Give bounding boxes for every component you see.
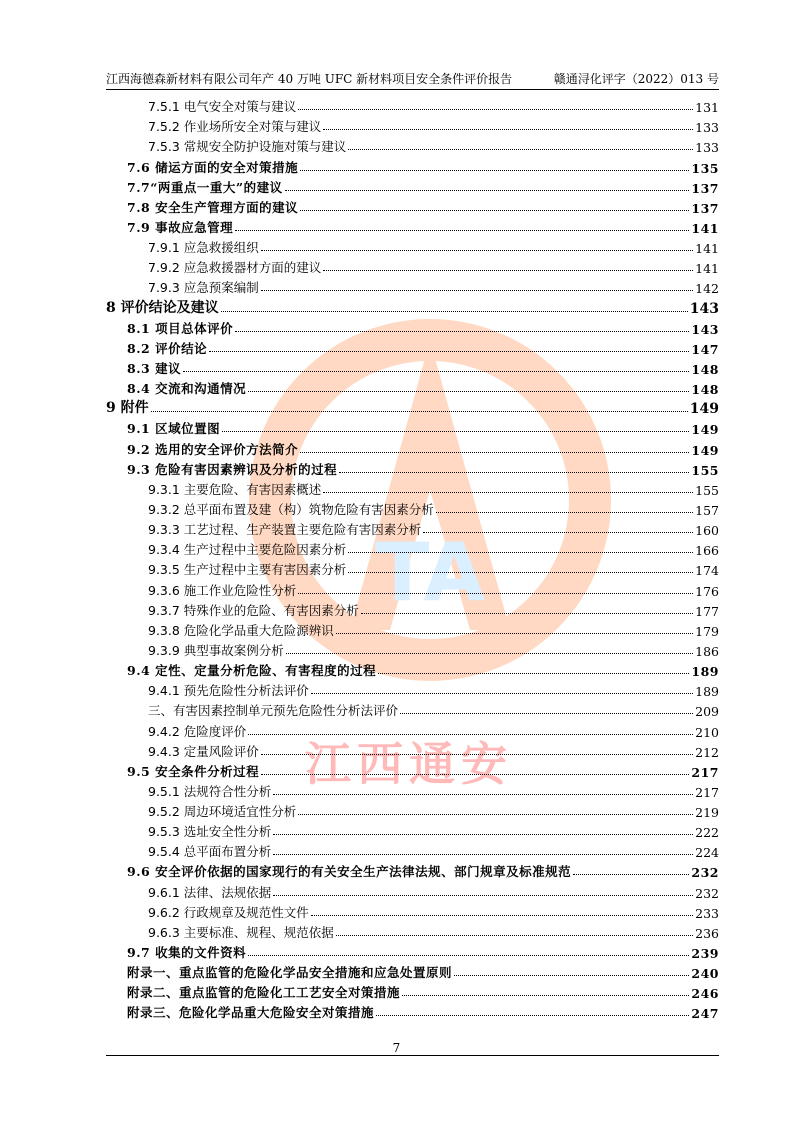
watermark-text: 江西通安 bbox=[305, 737, 513, 791]
toc-entry-label: 7.9.3 应急预案编制 bbox=[148, 280, 259, 296]
footer-divider bbox=[106, 1055, 719, 1056]
toc-entry[interactable] bbox=[106, 518, 719, 538]
toc-entry-page: 176 bbox=[695, 583, 719, 599]
toc-leader-dots bbox=[376, 1014, 689, 1016]
toc-leader-dots bbox=[323, 269, 693, 271]
toc-leader-dots bbox=[454, 974, 689, 976]
toc-entry-label: 9.3.7 特殊作业的危险、有害因素分析 bbox=[148, 602, 359, 618]
toc-leader-dots bbox=[273, 833, 693, 835]
toc-leader-dots bbox=[248, 954, 689, 956]
toc-entry-label: 9.4.2 危险度评价 bbox=[148, 723, 247, 739]
toc-entry-page: 236 bbox=[695, 925, 719, 941]
toc-entry-label: 9.3.3 工艺过程、生产装置主要危险有害因素分析 bbox=[148, 522, 422, 538]
toc-entry[interactable] bbox=[106, 417, 719, 437]
toc-entry-page: 148 bbox=[691, 382, 719, 398]
toc-entry[interactable] bbox=[106, 719, 719, 739]
header-divider bbox=[106, 89, 719, 90]
toc-entry-page: 189 bbox=[691, 664, 719, 680]
toc-entry-page: 233 bbox=[695, 905, 719, 921]
toc-leader-dots bbox=[261, 289, 693, 291]
toc-entry-label: 8.2 评价结论 bbox=[127, 340, 208, 356]
toc-entry-label: 8 评价结论及建议 bbox=[106, 299, 219, 316]
toc-leader-dots bbox=[311, 692, 693, 694]
toc-entry[interactable] bbox=[106, 961, 719, 981]
toc-leader-dots bbox=[298, 813, 693, 815]
toc-entry[interactable] bbox=[106, 196, 719, 216]
toc-entry-label: 9.6.1 法律、法规依据 bbox=[148, 884, 272, 900]
toc-leader-dots bbox=[348, 148, 693, 150]
report-title: 江西海德森新材料有限公司年产 40 万吨 UFC 新材料项目安全条件评价报告 bbox=[106, 72, 513, 86]
page-number: 7 bbox=[392, 1041, 401, 1055]
toc-entry[interactable] bbox=[106, 95, 719, 115]
toc-entry-label: 7.9.2 应急救援器材方面的建议 bbox=[148, 260, 322, 276]
toc-entry-label: 9.3.8 危险化学品重大危险源辨识 bbox=[148, 622, 334, 638]
toc-entry-page: 212 bbox=[695, 744, 719, 760]
toc-entry-label: 7.5.2 作业场所安全对策与建议 bbox=[148, 119, 322, 135]
toc-entry-label: 9 附件 bbox=[106, 400, 149, 417]
toc-entry-label: 9.3.2 总平面布置及建（构）筑物危险有害因素分析 bbox=[148, 501, 434, 517]
toc-leader-dots bbox=[573, 873, 689, 875]
toc-leader-dots bbox=[423, 531, 693, 533]
toc-entry[interactable] bbox=[106, 800, 719, 820]
toc-leader-dots bbox=[300, 451, 689, 453]
toc-entry-page: 160 bbox=[695, 523, 719, 539]
toc-entry-label: 9.4 定性、定量分析危险、有害程度的过程 bbox=[127, 663, 377, 679]
toc-entry[interactable] bbox=[106, 498, 719, 518]
toc-entry-label: 9.5.2 周边环境适宜性分析 bbox=[148, 804, 297, 820]
toc-entry[interactable] bbox=[106, 941, 719, 961]
toc-entry-page: 143 bbox=[689, 300, 719, 317]
toc-entry[interactable] bbox=[106, 840, 719, 860]
toc-entry-label: 9.3.9 典型事故案例分析 bbox=[148, 642, 284, 658]
toc-leader-dots bbox=[261, 753, 693, 755]
toc-entry-page: 174 bbox=[695, 563, 719, 579]
toc-entry[interactable] bbox=[106, 276, 719, 296]
toc-entry-page: 149 bbox=[691, 422, 719, 438]
toc-entry-page: 179 bbox=[695, 623, 719, 639]
toc-leader-dots bbox=[235, 330, 689, 332]
toc-entry-page: 141 bbox=[695, 261, 719, 277]
toc-entry[interactable] bbox=[106, 256, 719, 276]
toc-entry-page: 133 bbox=[695, 120, 719, 136]
toc-entry-page: 131 bbox=[695, 100, 719, 116]
toc-entry-page: 147 bbox=[691, 341, 719, 357]
toc-leader-dots bbox=[273, 894, 693, 896]
toc-entry-label: 附录二、重点监管的危险化工工艺安全对策措施 bbox=[127, 985, 401, 1001]
toc-entry-label: 8.3 建议 bbox=[127, 360, 182, 376]
toc-entry[interactable] bbox=[106, 921, 719, 941]
toc-entry[interactable] bbox=[106, 176, 719, 196]
toc-leader-dots bbox=[323, 128, 693, 130]
toc-entry-page: 166 bbox=[695, 543, 719, 559]
toc-entry[interactable] bbox=[106, 639, 719, 659]
toc-entry-label: 9.5.3 选址安全性分析 bbox=[148, 824, 272, 840]
toc-entry[interactable] bbox=[106, 780, 719, 800]
toc-entry[interactable] bbox=[106, 317, 719, 337]
toc-entry-label: 9.3.4 生产过程中主要危险因素分析 bbox=[148, 542, 347, 558]
toc-entry-label: 9.2 选用的安全评价方法简介 bbox=[127, 441, 299, 457]
toc-entry[interactable] bbox=[106, 820, 719, 840]
toc-leader-dots bbox=[378, 672, 689, 674]
toc-entry-label: 9.5.4 总平面布置分析 bbox=[148, 844, 272, 860]
toc-entry-label: 8.1 项目总体评价 bbox=[127, 320, 234, 336]
toc-leader-dots bbox=[348, 571, 693, 573]
toc-entry[interactable] bbox=[106, 296, 719, 316]
toc-entry[interactable] bbox=[106, 981, 719, 1001]
toc-entry[interactable] bbox=[106, 135, 719, 155]
toc-leader-dots bbox=[300, 209, 689, 211]
toc-entry[interactable] bbox=[106, 659, 719, 679]
toc-entry-page: 135 bbox=[691, 160, 719, 176]
toc-entry[interactable] bbox=[106, 357, 719, 377]
toc-entry[interactable] bbox=[106, 699, 719, 719]
toc-entry-label: 9.6.3 主要标准、规程、规范依据 bbox=[148, 924, 334, 940]
toc-entry-page: 148 bbox=[691, 361, 719, 377]
toc-entry[interactable] bbox=[106, 216, 719, 236]
toc-entry-page: 142 bbox=[695, 281, 719, 297]
toc-entry[interactable] bbox=[106, 860, 719, 880]
toc-entry-label: 7.5.1 电气安全对策与建议 bbox=[148, 99, 297, 115]
toc-entry-page: 189 bbox=[695, 684, 719, 700]
toc-entry-label: 7.6 储运方面的安全对策措施 bbox=[127, 159, 299, 175]
toc-entry-page: 217 bbox=[695, 784, 719, 800]
page-header bbox=[106, 70, 719, 88]
toc-entry[interactable] bbox=[106, 578, 719, 598]
toc-entry[interactable] bbox=[106, 679, 719, 699]
toc-leader-dots bbox=[339, 471, 689, 473]
toc-entry[interactable] bbox=[106, 458, 719, 478]
toc-leader-dots bbox=[348, 551, 693, 553]
toc-leader-dots bbox=[402, 994, 689, 996]
toc-entry-page: 149 bbox=[689, 401, 719, 418]
toc-entry[interactable] bbox=[106, 115, 719, 135]
toc-leader-dots bbox=[323, 491, 693, 493]
toc-leader-dots bbox=[286, 652, 693, 654]
toc-entry-label: 9.3 危险有害因素辨识及分析的过程 bbox=[127, 461, 338, 477]
toc-leader-dots bbox=[336, 632, 693, 634]
toc-leader-dots bbox=[285, 189, 690, 191]
toc-entry-label: 9.1 区域位置图 bbox=[127, 421, 221, 437]
toc-entry-label: 附录三、危险化学品重大危险安全对策措施 bbox=[127, 1005, 375, 1021]
toc-entry-page: 137 bbox=[691, 180, 719, 196]
toc-entry[interactable] bbox=[106, 377, 719, 397]
toc-entry[interactable] bbox=[106, 880, 719, 900]
toc-entry-label: 7.8 安全生产管理方面的建议 bbox=[127, 199, 299, 215]
toc-leader-dots bbox=[436, 511, 693, 513]
toc-entry[interactable] bbox=[106, 619, 719, 639]
toc-leader-dots bbox=[361, 612, 693, 614]
toc-leader-dots bbox=[151, 410, 688, 412]
toc-entry-label: 9.6.2 行政规章及规范性文件 bbox=[148, 904, 309, 920]
toc-entry-label: 9.3.1 主要危险、有害因素概述 bbox=[148, 481, 322, 497]
toc-entry[interactable] bbox=[106, 538, 719, 558]
toc-entry-label: 7.5.3 常规安全防护设施对策与建议 bbox=[148, 139, 347, 155]
toc-entry-page: 137 bbox=[691, 200, 719, 216]
toc-leader-dots bbox=[300, 169, 689, 171]
toc-entry-label: 7.7“两重点一重大”的建议 bbox=[127, 179, 283, 195]
table-of-contents bbox=[106, 95, 719, 1021]
toc-leader-dots bbox=[261, 249, 693, 251]
toc-leader-dots bbox=[183, 370, 689, 372]
toc-entry-page: 133 bbox=[695, 140, 719, 156]
toc-entry-page: 232 bbox=[695, 885, 719, 901]
toc-entry[interactable] bbox=[106, 437, 719, 457]
toc-entry-label: 9.3.6 施工作业危险性分析 bbox=[148, 582, 297, 598]
toc-entry-page: 222 bbox=[695, 825, 719, 841]
toc-entry-label: 附录一、重点监管的危险化学品安全措施和应急处置原则 bbox=[127, 965, 453, 981]
toc-entry[interactable] bbox=[106, 760, 719, 780]
toc-leader-dots bbox=[248, 390, 689, 392]
toc-entry-label: 9.6 安全评价依据的国家现行的有关安全生产法律法规、部门规章及标准规范 bbox=[127, 864, 572, 880]
toc-entry-page: 246 bbox=[691, 986, 719, 1002]
toc-entry[interactable] bbox=[106, 740, 719, 760]
toc-entry-page: 209 bbox=[695, 704, 719, 720]
toc-entry-label: 9.4.1 预先危险性分析法评价 bbox=[148, 683, 309, 699]
toc-entry-page: 240 bbox=[691, 966, 719, 982]
toc-leader-dots bbox=[261, 773, 689, 775]
toc-entry-page: 239 bbox=[691, 946, 719, 962]
toc-entry-page: 143 bbox=[691, 321, 719, 337]
toc-leader-dots bbox=[311, 914, 693, 916]
toc-entry-page: 186 bbox=[695, 643, 719, 659]
toc-entry-label: 9.5 安全条件分析过程 bbox=[127, 763, 260, 779]
toc-entry-label: 7.9 事故应急管理 bbox=[127, 219, 234, 235]
toc-entry-label: 三、有害因素控制单元预先危险性分析法评价 bbox=[148, 703, 399, 719]
toc-entry-page: 232 bbox=[691, 865, 719, 881]
toc-entry-page: 219 bbox=[695, 805, 719, 821]
toc-entry[interactable] bbox=[106, 155, 719, 175]
toc-leader-dots bbox=[222, 430, 689, 432]
toc-entry-page: 210 bbox=[695, 724, 719, 740]
toc-entry-page: 149 bbox=[691, 442, 719, 458]
toc-entry-page: 217 bbox=[691, 764, 719, 780]
document-number: 赣通浔化评字（2022）013 号 bbox=[553, 72, 719, 86]
toc-entry-page: 157 bbox=[695, 502, 719, 518]
toc-entry-page: 141 bbox=[695, 241, 719, 257]
toc-entry[interactable] bbox=[106, 337, 719, 357]
toc-leader-dots bbox=[298, 108, 693, 110]
toc-entry-label: 7.9.1 应急救援组织 bbox=[148, 240, 259, 256]
toc-entry[interactable] bbox=[106, 397, 719, 417]
toc-entry-page: 247 bbox=[691, 1006, 719, 1022]
toc-entry[interactable] bbox=[106, 558, 719, 578]
toc-entry-label: 9.4.3 定量风险评价 bbox=[148, 743, 259, 759]
toc-entry[interactable] bbox=[106, 236, 719, 256]
toc-leader-dots bbox=[221, 310, 688, 312]
toc-leader-dots bbox=[209, 350, 689, 352]
toc-leader-dots bbox=[248, 733, 693, 735]
toc-entry-label: 9.5.1 法规符合性分析 bbox=[148, 783, 272, 799]
toc-leader-dots bbox=[273, 853, 693, 855]
toc-leader-dots bbox=[298, 592, 693, 594]
toc-leader-dots bbox=[336, 934, 693, 936]
toc-entry[interactable] bbox=[106, 901, 719, 921]
toc-entry-page: 177 bbox=[695, 603, 719, 619]
toc-entry[interactable] bbox=[106, 1001, 719, 1021]
toc-leader-dots bbox=[235, 229, 689, 231]
toc-leader-dots bbox=[400, 712, 693, 714]
toc-entry-label: 8.4 交流和沟通情况 bbox=[127, 381, 247, 397]
toc-entry[interactable] bbox=[106, 478, 719, 498]
toc-entry-page: 155 bbox=[691, 462, 719, 478]
svg-text:TA: TA bbox=[374, 526, 486, 619]
toc-entry-page: 224 bbox=[695, 845, 719, 861]
toc-entry-page: 141 bbox=[691, 220, 719, 236]
toc-entry-page: 155 bbox=[695, 482, 719, 498]
toc-entry[interactable] bbox=[106, 599, 719, 619]
toc-entry-label: 9.7 收集的文件资料 bbox=[127, 945, 247, 961]
toc-entry-label: 9.3.5 生产过程中主要有害因素分析 bbox=[148, 562, 347, 578]
toc-leader-dots bbox=[273, 793, 693, 795]
